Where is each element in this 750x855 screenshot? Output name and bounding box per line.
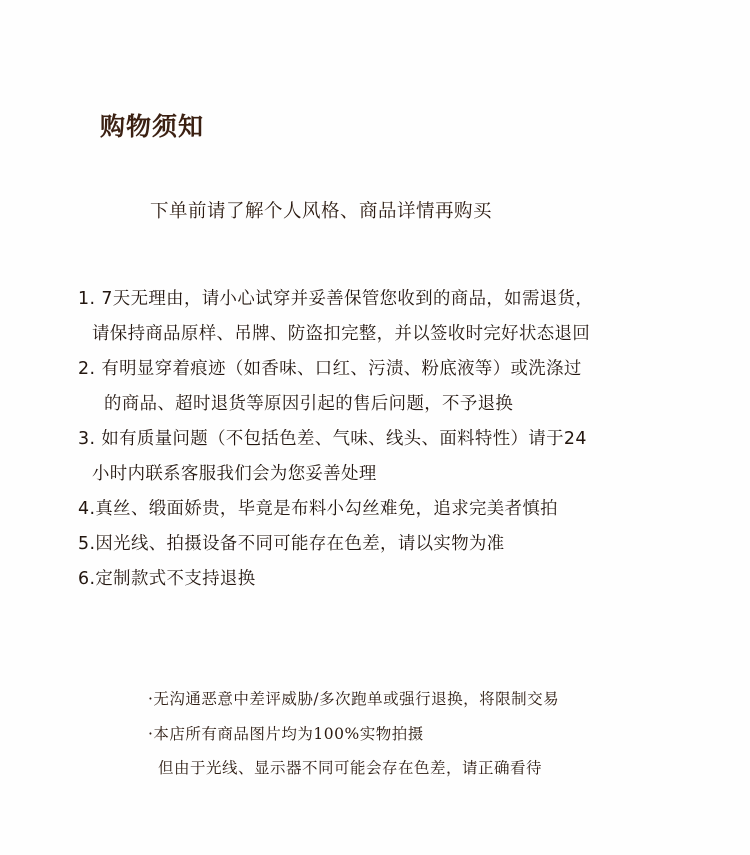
rule-3-line-1: 3. 如有质量问题（不包括色差、气味、线头、面料特性）请于24 xyxy=(78,429,587,449)
rule-2-line-2: 的商品、超时退货等原因引起的售后问题，不予退换 xyxy=(104,394,514,414)
note-color-difference: 但由于光线、显示器不同可能会存在色差，请正确看待 xyxy=(158,759,543,777)
rule-5-line-1: 5.因光线、拍摄设备不同可能存在色差，请以实物为准 xyxy=(78,534,505,554)
note-real-photos: ·本店所有商品图片均为100%实物拍摄 xyxy=(148,724,424,743)
rule-1-line-2: 请保持商品原样、吊牌、防盗扣完整，并以签收时完好状态退回 xyxy=(92,324,591,344)
page-subtitle: 下单前请了解个人风格、商品详情再购买 xyxy=(150,201,493,222)
rule-item-6 xyxy=(78,562,678,597)
rules-list xyxy=(78,282,678,597)
rule-4-line-1: 4.真丝、缎面娇贵，毕竟是布料小勾丝难免，追求完美者慎拍 xyxy=(78,499,558,519)
rule-item-3 xyxy=(78,422,678,492)
rule-6-line-1: 6.定制款式不支持退换 xyxy=(78,569,256,589)
note-bad-review-warning: ·无沟通恶意中差评威胁/多次跑单或强行退换，将限制交易 xyxy=(148,690,560,708)
rule-2-line-1: 2. 有明显穿着痕迹（如香味、口红、污渍、粉底液等）或洗涤过 xyxy=(78,359,582,379)
rule-item-1 xyxy=(78,282,678,352)
rule-3-line-2: 小时内联系客服我们会为您妥善处理 xyxy=(92,464,377,484)
rule-item-5 xyxy=(78,527,678,562)
rule-item-2 xyxy=(78,352,678,422)
rule-item-4 xyxy=(78,492,678,527)
rule-1-line-1: 1. 7天无理由，请小心试穿并妥善保管您收到的商品，如需退货， xyxy=(78,289,594,309)
store-notes xyxy=(148,682,668,786)
page-title: 购物须知 xyxy=(100,112,205,141)
